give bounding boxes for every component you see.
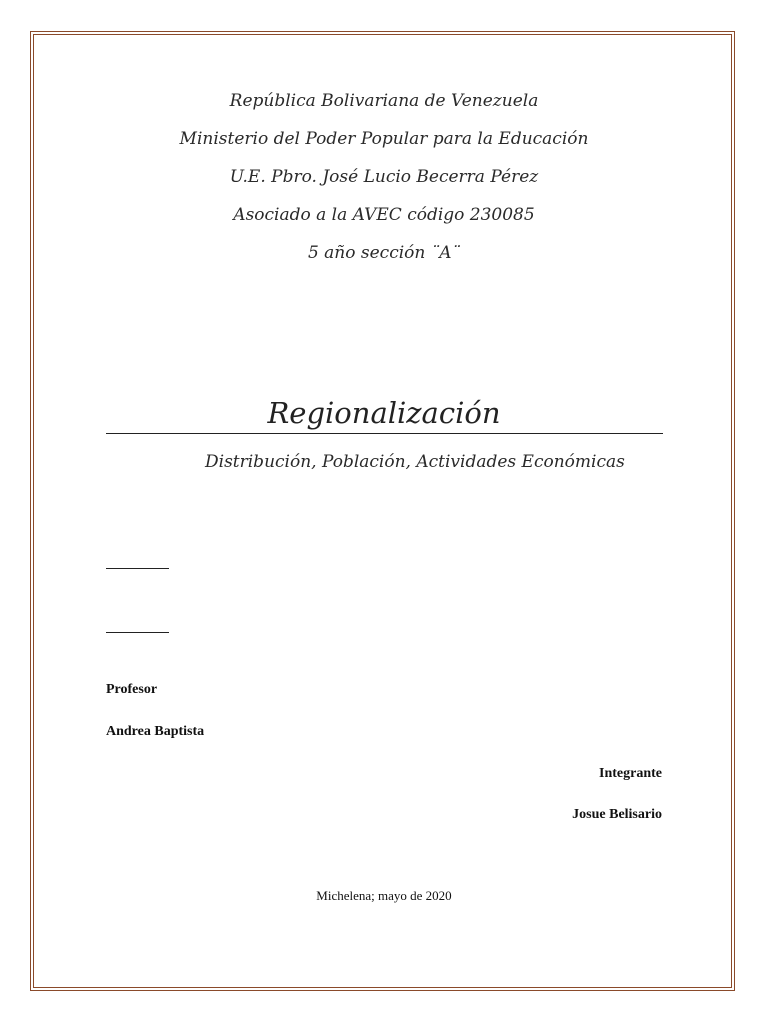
- member-label: Integrante: [599, 766, 662, 781]
- member-name: Josue Belisario: [572, 807, 662, 822]
- title-underline: [106, 433, 663, 434]
- teacher-label: Profesor: [106, 682, 158, 697]
- blank-line-1: [106, 568, 169, 569]
- document-subtitle: Distribución, Población, Actividades Económicas: [205, 452, 625, 472]
- document-title: Regionalización: [267, 396, 501, 430]
- header-republic: República Bolivariana de Venezuela: [229, 91, 539, 111]
- header-school: U.E. Pbro. José Lucio Becerra Pérez: [229, 167, 539, 187]
- header-association: Asociado a la AVEC código 230085: [233, 205, 535, 225]
- header-section: 5 año sección ¨A¨: [307, 243, 461, 263]
- header-ministry: Ministerio del Poder Popular para la Educación: [179, 129, 589, 149]
- blank-line-2: [106, 632, 169, 633]
- place-date: Michelena; mayo de 2020: [316, 888, 452, 903]
- teacher-name: Andrea Baptista: [106, 724, 205, 739]
